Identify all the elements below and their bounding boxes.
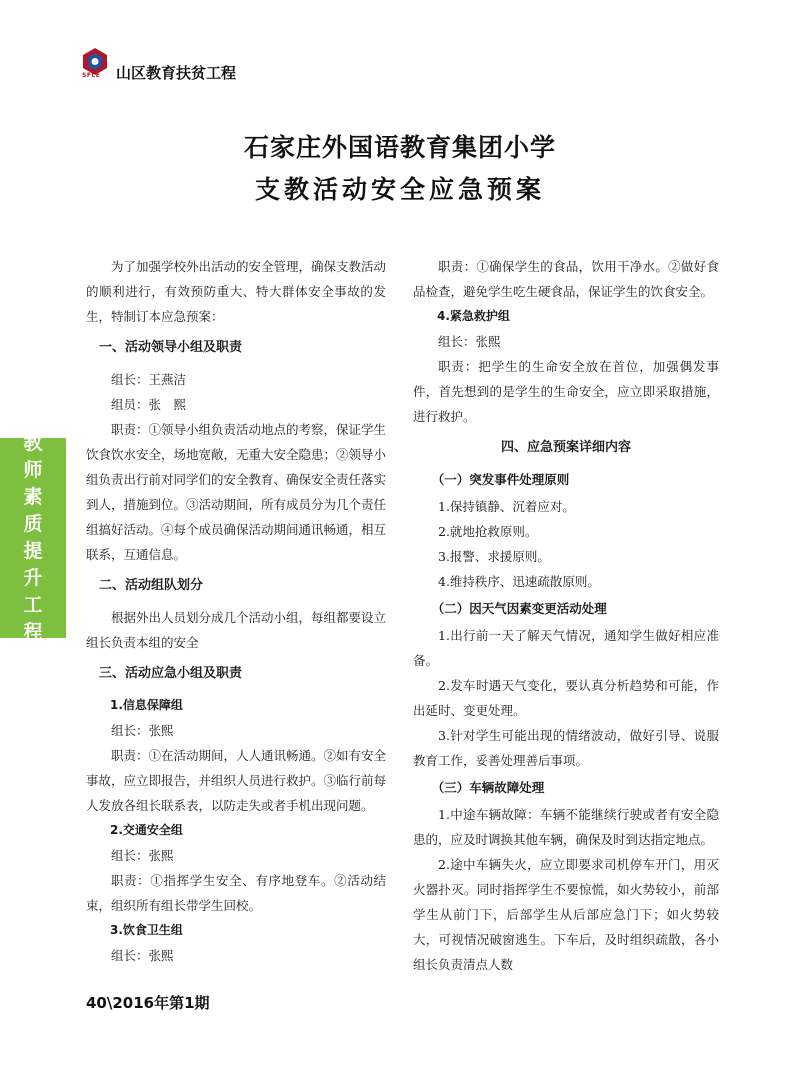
- group-title: 1.信息保障组: [110, 698, 183, 712]
- page-title-line1: 石家庄外国语教育集团小学: [243, 133, 556, 162]
- side-tab-char: 素: [23, 486, 43, 508]
- right-column: [413, 254, 719, 977]
- group-title: 4.紧急救护组: [437, 309, 510, 323]
- subsection-heading: （二）因天气因素变更活动处理: [431, 601, 607, 616]
- group-title: 3.饮食卫生组: [110, 923, 183, 937]
- leader-line: 组长：张熙: [111, 848, 174, 863]
- duty-paragraph: 职责：把学生的生命安全放在首位，加强偶发事件，首先想到的是学生的生命安全，应立即采取措施，进行救护。: [413, 359, 719, 424]
- body-paragraph: 2.发车时遇天气变化，要认真分析趋势和可能，作出延时、变更处理。: [413, 678, 719, 718]
- section-heading-4: 四、应急预案详细内容: [500, 440, 631, 455]
- list-item: 3.报警、求援原则。: [438, 549, 550, 564]
- leader-line: 组长：王燕洁: [111, 372, 187, 387]
- duty-paragraph: 职责：①确保学生的食品，饮用干净水。②做好食品检查，避免学生吃生硬食品，保证学生的饮食安全。: [413, 259, 719, 299]
- duty-paragraph: 职责：①领导小组负责活动地点的考察，保证学生饮食饮水安全，场地宽敞，无重大安全隐患；②领导小组负责出行前对同学们的安全教育、确保安全责任落实到人，措施到位。③活动期间，所有成员分为几个责任组搞好活动。④每个成员确保活动期间通讯畅通，相互联系，互通信息。: [86, 422, 387, 562]
- list-item: 4.维持秩序、迅速疏散原则。: [438, 574, 600, 589]
- section-heading-2: 二、活动组队划分: [99, 578, 204, 593]
- subsection-heading: （一）突发事件处理原则: [431, 472, 570, 487]
- side-tab: [0, 432, 66, 643]
- intro-paragraph: 为了加强学校外出活动的安全管理，确保支教活动的顺利进行，有效预防重大、特大群体安全事故的发生，特制订本应急预案：: [86, 259, 387, 324]
- side-tab-char: 教: [23, 432, 43, 454]
- body-paragraph: 3.针对学生可能出现的情绪波动，做好引导、说服教育工作，妥善处理善后事项。: [413, 728, 719, 768]
- list-item: 2.就地抢救原则。: [438, 524, 538, 539]
- leader-line: 组长：张熙: [438, 334, 501, 349]
- duty-paragraph: 职责：①在活动期间，人人通讯畅通。②如有安全事故，应立即报告，并组织人员进行救护。③临行前每人发放各组长联系表，以防走失或者手机出现问题。: [86, 748, 387, 813]
- side-tab-char: 工: [23, 594, 43, 616]
- body-paragraph: 1.出行前一天了解天气情况，通知学生做好相应准备。: [413, 628, 719, 668]
- side-tab-char: 师: [23, 459, 43, 481]
- logo-text: SFLE: [82, 72, 101, 79]
- leader-line: 组长：张熙: [111, 948, 174, 963]
- side-tab-char: 程: [23, 621, 43, 643]
- header-title: 山区教育扶贫工程: [116, 64, 237, 82]
- side-tab-char: 升: [23, 567, 43, 589]
- member-line: 组员：张 熙: [111, 397, 187, 412]
- side-tab-char: 提: [23, 540, 43, 562]
- section-heading-1: 一、活动领导小组及职责: [99, 340, 243, 355]
- side-tab-char: 质: [23, 513, 43, 535]
- subsection-heading: （三）车辆故障处理: [431, 780, 545, 795]
- left-column: [86, 254, 386, 968]
- leader-line: 组长：张熙: [111, 723, 174, 738]
- section-heading-3: 三、活动应急小组及职责: [99, 666, 243, 681]
- team-paragraph: 根据外出人员划分成几个活动小组，每组都要设立组长负责本组的安全: [86, 610, 387, 650]
- page-title-line2: 支教活动安全应急预案: [254, 175, 545, 204]
- group-title: 2.交通安全组: [110, 823, 183, 837]
- page-header: [80, 46, 380, 86]
- page-footer: 40\2016年第1期: [86, 994, 210, 1012]
- body-paragraph: 2.途中车辆失火，应立即要求司机停车开门，用灭火器扑灭。同时指挥学生不要惊慌，如火势较小，前部学生从前门下，后部学生从后部应急门下；如火势较大，可视情况破窗逃生。下车后，及时组织疏散，各小组长负责清点人数: [413, 857, 719, 972]
- list-item: 1.保持镇静、沉着应对。: [438, 499, 575, 514]
- duty-paragraph: 职责：①指挥学生安全、有序地登车。②活动结束，组织所有组长带学生回校。: [86, 873, 386, 913]
- body-paragraph: 1.中途车辆故障：车辆不能继续行驶或者有安全隐患的，应及时调换其他车辆，确保及时到达指定地点。: [413, 807, 719, 847]
